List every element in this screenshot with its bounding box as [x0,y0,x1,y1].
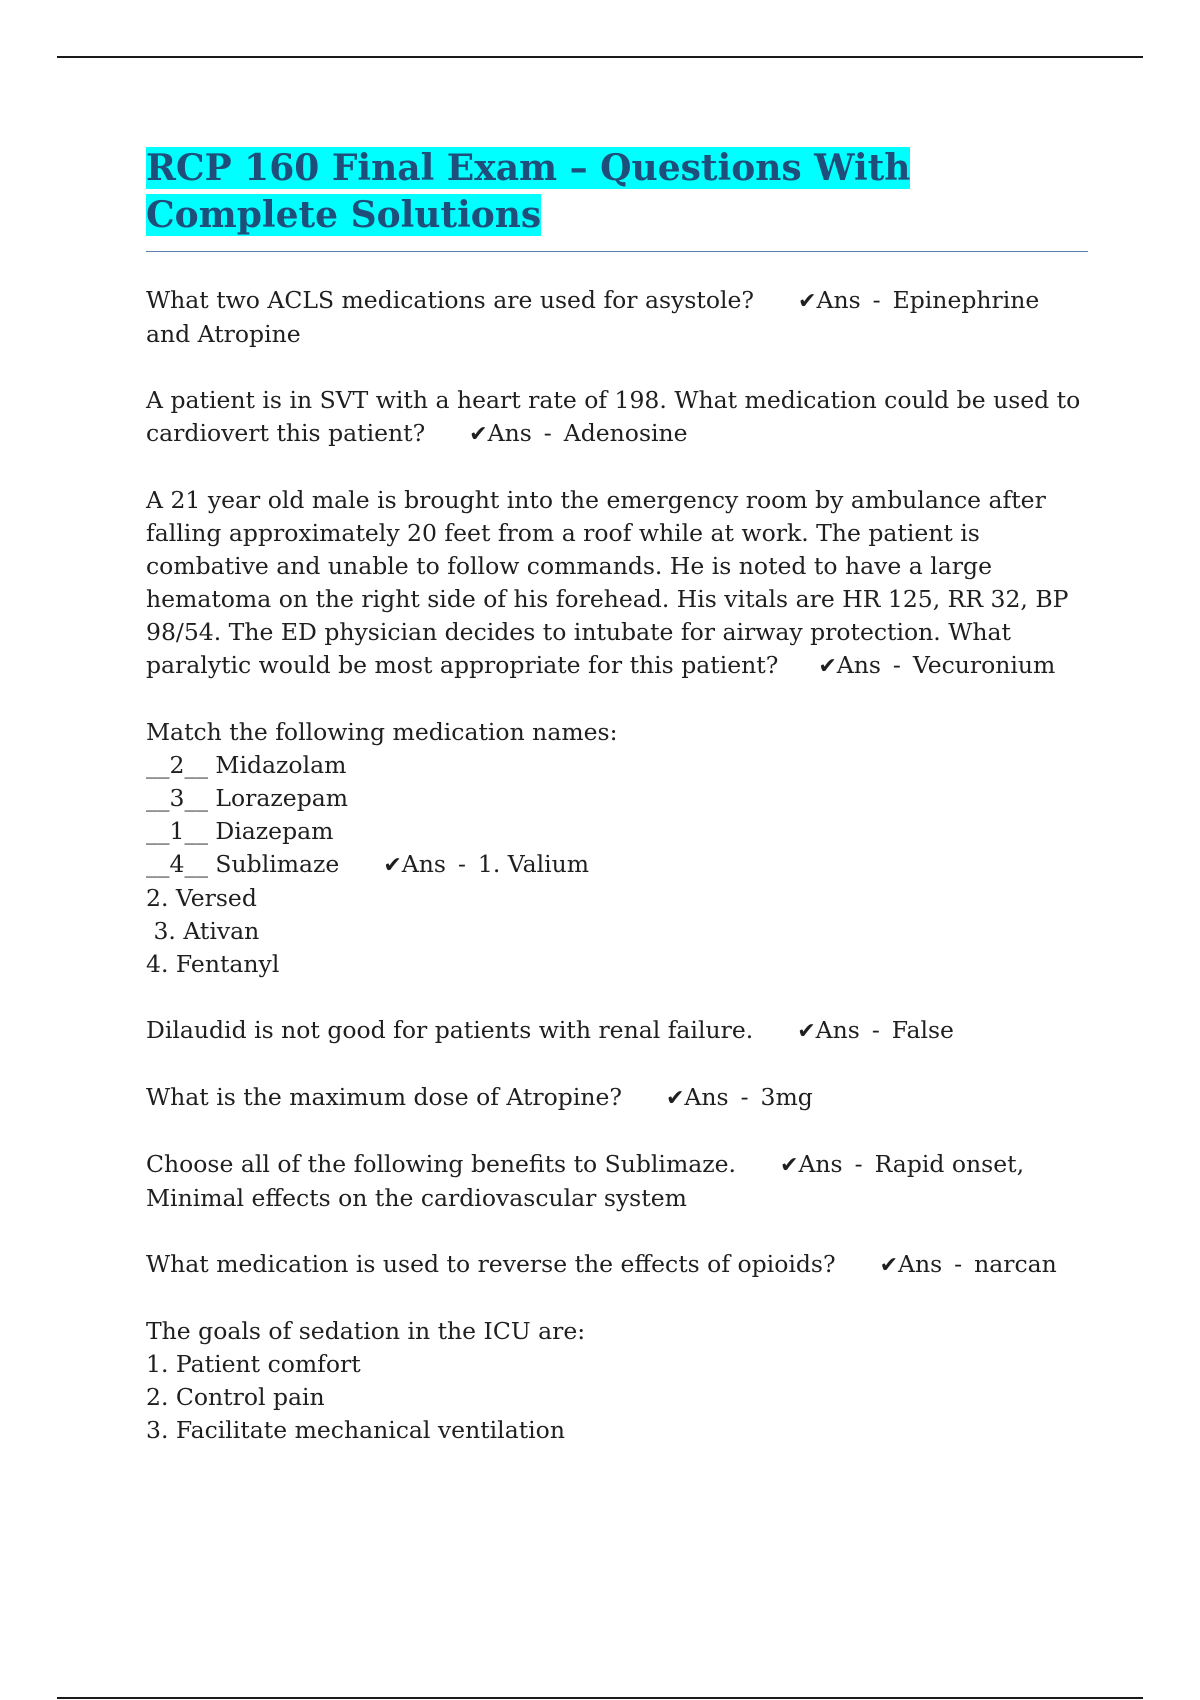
question-answer-line [146,848,1088,882]
answer-text: Rapid onset, Minimal effects on the cardiovascular system [146,1150,1025,1212]
document-title-text: RCP 160 Final Exam – Questions With Complete Solutions [146,147,911,236]
qa-item [146,384,1088,451]
question-line: 3. Facilitate mechanical ventilation [146,1416,565,1444]
answer-label: Ans [487,419,532,447]
question-text: A 21 year old male is brought into the emergency room by ambulance after falling approximately 20 feet from a roof while at work. The patient is combative and unable to follow commands. He is noted to have a large hematoma on the right side of his forehead. His vitals are HR 125, RR 32, BP 98/54. The ED physician decides to intubate for airway protection. What paralytic would be most appropriate for this patient? [146,486,1069,679]
answer-separator: - [543,419,552,447]
question-line: __2__ Midazolam [146,751,347,779]
answer-marker [798,284,893,318]
question-text: What two ACLS medications are used for asystole? [146,286,755,314]
answer-text: Epinephrine and Atropine [146,286,1040,348]
qa-item [146,1081,1088,1115]
qa-list [146,284,1088,1447]
question-line: 1. Patient comfort [146,1350,361,1378]
question-line: __4__ Sublimaze [146,850,340,878]
answer-text: narcan [974,1250,1057,1278]
bottom-rule [57,1697,1143,1699]
question-text: Dilaudid is not good for patients with renal failure. [146,1016,754,1044]
check-icon: ✔ [879,1253,898,1278]
qa-item [146,1248,1088,1282]
question-text: What is the maximum dose of Atropine? [146,1083,622,1111]
answer-marker [780,1148,875,1182]
qa-item [146,1014,1088,1048]
answer-text: Adenosine [563,419,688,447]
qa-item [146,484,1088,683]
answer-text: Vecuronium [912,651,1056,679]
answer-label: Ans [401,850,446,878]
question-line: The goals of sedation in the ICU are: [146,1317,586,1345]
answer-separator: - [872,286,881,314]
answer-text: 3mg [760,1083,813,1111]
answer-separator: - [854,1150,863,1178]
check-icon: ✔ [818,654,837,679]
answer-separator: - [871,1016,880,1044]
check-icon: ✔ [665,1086,685,1111]
check-icon: ✔ [798,289,817,314]
answer-separator: - [740,1083,749,1111]
question-line: __3__ Lorazepam [146,784,349,812]
answer-label: Ans [684,1083,729,1111]
document-page [146,145,1088,1480]
answer-label: Ans [836,651,881,679]
answer-line: 3. Ativan [146,917,260,945]
question-line: Match the following medication names: [146,718,618,746]
answer-label: Ans [816,286,861,314]
answer-marker [880,1248,975,1282]
title-underline [146,251,1088,252]
answer-label: Ans [815,1016,860,1044]
check-icon: ✔ [469,422,488,447]
question-text: What medication is used to reverse the effects of opioids? [146,1250,836,1278]
check-icon: ✔ [383,853,402,878]
question-text: A patient is in SVT with a heart rate of 198. What medication could be used to cardiovert this patient? [146,386,1081,447]
check-icon: ✔ [780,1153,799,1178]
question-line: __1__ Diazepam [146,817,334,845]
qa-item-list [146,1315,1088,1447]
answer-separator: - [457,850,466,878]
answer-marker [797,1014,892,1048]
answer-line: 4. Fentanyl [146,950,280,978]
answer-label: Ans [798,1150,843,1178]
answer-marker [469,417,564,451]
qa-item-matching [146,716,1088,981]
document-title [146,145,1088,239]
answer-label: Ans [898,1250,943,1278]
answer-separator: - [954,1250,963,1278]
question-text: Choose all of the following benefits to Sublimaze. [146,1150,737,1178]
answer-text: False [891,1016,954,1044]
answer-marker [666,1081,761,1115]
qa-item [146,1148,1088,1215]
top-rule [57,56,1143,58]
qa-item [146,284,1088,351]
check-icon: ✔ [797,1019,816,1044]
answer-separator: - [892,651,901,679]
answer-line: 2. Versed [146,884,257,912]
question-line: 2. Control pain [146,1383,325,1411]
answer-marker [818,649,913,683]
answer-line: 1. Valium [477,850,590,878]
answer-marker [383,848,478,882]
